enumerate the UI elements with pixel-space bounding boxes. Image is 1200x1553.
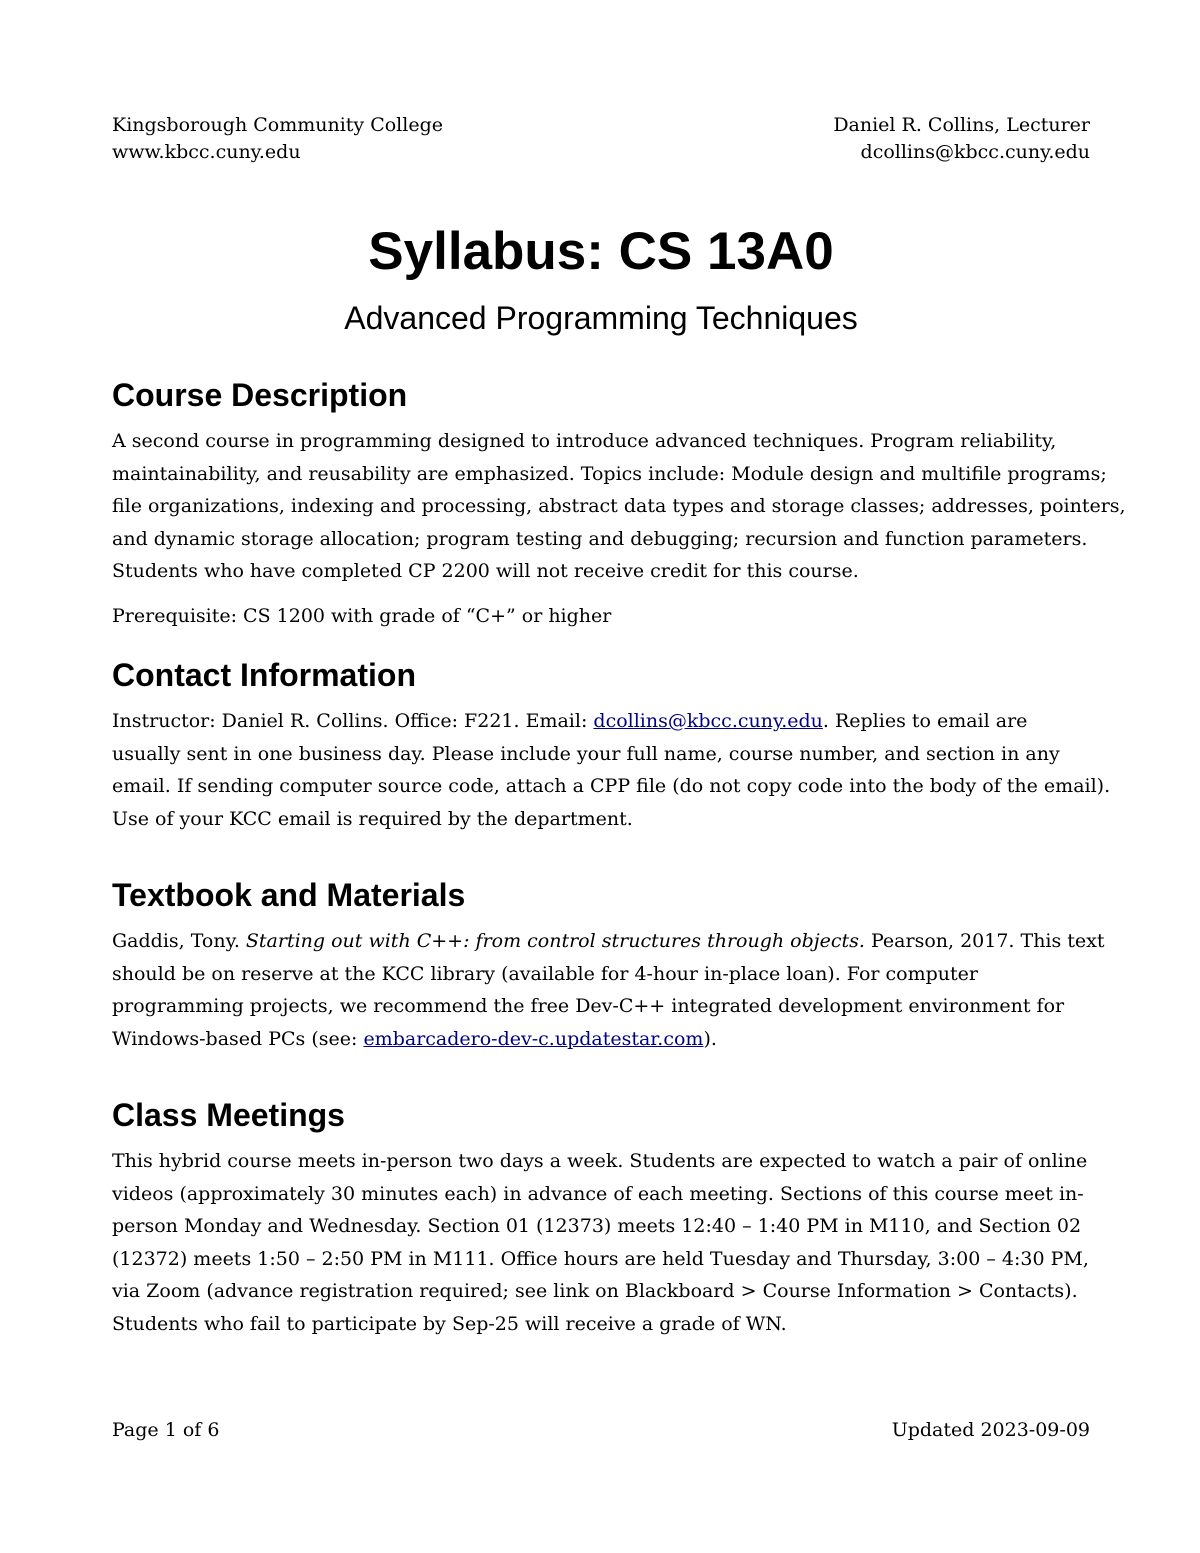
prerequisite-paragraph bbox=[112, 600, 1090, 633]
section-heading-textbook: Textbook and Materials bbox=[112, 877, 466, 913]
textbook-line: should be on reserve at the KCC library (available for 4-hour in-place loan). For computer bbox=[112, 962, 978, 985]
college-name: Kingsborough Community College bbox=[112, 114, 443, 136]
course-description-line: and dynamic storage allocation; program testing and debugging; recursion and function parameters. bbox=[112, 527, 1088, 550]
textbook-text: Windows-based PCs (see: bbox=[112, 1027, 364, 1050]
contact-text: Instructor: Daniel R. Collins. Office: F221. Email: bbox=[112, 710, 594, 732]
textbook-author: Gaddis, Tony. bbox=[112, 930, 246, 952]
contact-line: usually sent in one business day. Please include your full name, course number, and section in any bbox=[112, 742, 1060, 765]
college-website: www.kbcc.cuny.edu bbox=[112, 141, 301, 163]
instructor-name: Daniel R. Collins, Lecturer bbox=[833, 114, 1090, 136]
contact-paragraph bbox=[112, 705, 1111, 835]
document-page bbox=[112, 0, 1126, 1553]
class-meetings-paragraph bbox=[112, 1145, 1090, 1340]
course-description-paragraph bbox=[112, 425, 1126, 588]
textbook-line bbox=[112, 1023, 1090, 1056]
contact-line: email. If sending computer source code, attach a CPP file (do not copy code into the body of the email). bbox=[112, 775, 1111, 797]
section-heading-course-description: Course Description bbox=[112, 377, 408, 413]
class-meetings-line: This hybrid course meets in-person two days a week. Students are expected to watch a pair of online bbox=[112, 1150, 1088, 1172]
course-description-line: file organizations, indexing and processing, abstract data types and storage classes; addresses, pointers, bbox=[112, 495, 1126, 517]
textbook-line bbox=[112, 925, 1105, 958]
instructor-email-link[interactable]: dcollins@kbcc.cuny.edu bbox=[593, 710, 823, 732]
page-subtitle: Advanced Programming Techniques bbox=[344, 300, 858, 336]
class-meetings-line: via Zoom (advance registration required; see link on Blackboard > Course Information > Contacts). bbox=[112, 1280, 1078, 1302]
prerequisite-text: Prerequisite: CS 1200 with grade of “C+” or higher bbox=[112, 605, 612, 627]
course-description-line: maintainability, and reusability are emphasized. Topics include: Module design and multifile programs; bbox=[112, 462, 1107, 485]
textbook-title: Starting out with C++: from control structures through objects. bbox=[245, 930, 865, 952]
class-meetings-line: videos (approximately 30 minutes each) in advance of each meeting. Sections of this course meet in- bbox=[112, 1182, 1084, 1205]
section-heading-contact-information: Contact Information bbox=[112, 657, 416, 693]
class-meetings-line: person Monday and Wednesday. Section 01 (12373) meets 12:40 – 1:40 PM in M110, and Section 02 bbox=[112, 1215, 1082, 1237]
instructor-email: dcollins@kbcc.cuny.edu bbox=[860, 141, 1090, 163]
course-description-line: A second course in programming designed to introduce advanced techniques. Program reliability, bbox=[112, 430, 1057, 452]
textbook-paragraph bbox=[112, 925, 1105, 1055]
contact-text: . Replies to email are bbox=[822, 710, 1028, 732]
page-number: Page 1 of 6 bbox=[112, 1419, 220, 1441]
contact-line bbox=[112, 705, 1090, 738]
page-title: Syllabus: CS 13A0 bbox=[368, 222, 834, 281]
updated-date: Updated 2023-09-09 bbox=[891, 1419, 1090, 1441]
section-heading-class-meetings: Class Meetings bbox=[112, 1097, 345, 1133]
class-meetings-line: (12372) meets 1:50 – 2:50 PM in M111. Office hours are held Tuesday and Thursday, 3:00 – 4:30 PM, bbox=[112, 1247, 1089, 1270]
textbook-text: ). bbox=[703, 1027, 717, 1050]
class-meetings-line: Students who fail to participate by Sep-25 will receive a grade of WN. bbox=[112, 1312, 787, 1335]
course-description-line: Students who have completed CP 2200 will not receive credit for this course. bbox=[112, 560, 859, 582]
textbook-line: programming projects, we recommend the free Dev-C++ integrated development environment for bbox=[112, 995, 1065, 1017]
contact-line: Use of your KCC email is required by the department. bbox=[112, 807, 633, 830]
textbook-text: Pearson, 2017. This text bbox=[864, 930, 1105, 952]
dev-cpp-link[interactable]: embarcadero-dev-c.updatestar.com bbox=[363, 1027, 704, 1050]
